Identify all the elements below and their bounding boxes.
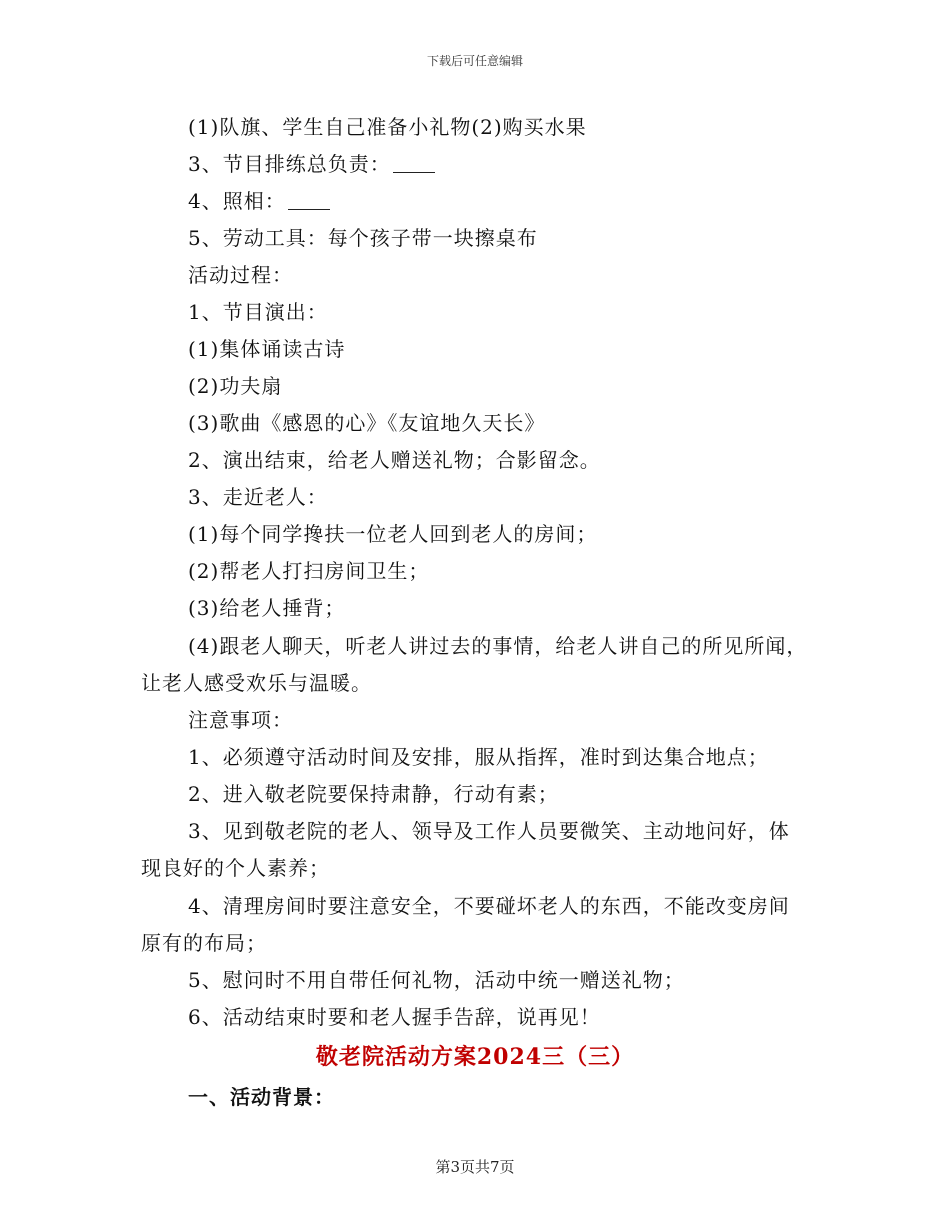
paragraph-line: 1、必须遵守活动时间及安排，服从指挥，准时到达集合地点； [188, 745, 769, 769]
paragraph-line: 3、节目排练总负责： [0, 151, 950, 177]
paragraph-line: (1)每个同学搀扶一位老人回到老人的房间； [188, 522, 598, 546]
paragraph-line: 2、进入敬老院要保持肃静，行动有素； [188, 782, 559, 806]
paragraph-line: 4、清理房间时要注意安全，不要碰坏老人的东西，不能改变房间 [188, 894, 790, 918]
paragraph-line: 现良好的个人素养； [141, 856, 330, 880]
page-footer: 第3页共7页 [435, 1158, 515, 1176]
paragraph-line: 5、劳动工具：每个孩子带一块擦桌布 [188, 226, 538, 250]
paragraph-line: (2)帮老人打扫房间卫生； [188, 559, 430, 583]
paragraph-line: 注意事项： [188, 708, 293, 732]
paragraph-line: 5、慰问时不用自带任何礼物，活动中统一赠送礼物； [188, 968, 685, 992]
section-title: 敬老院活动方案2024三（三） [315, 1044, 635, 1070]
paragraph-line: (1)集体诵读古诗 [188, 337, 346, 361]
paragraph-line: (3)给老人捶背； [188, 596, 346, 620]
paragraph-line: 1、节目演出： [188, 300, 328, 324]
paragraph-line: 活动过程： [188, 263, 293, 287]
paragraph-line: 4、照相： [0, 188, 950, 214]
paragraph-line: 让老人感受欢乐与温暖。 [141, 671, 372, 695]
paragraph-line: 原有的布局； [141, 931, 267, 955]
page-header: 下载后可任意编辑 [426, 54, 523, 68]
paragraph-line: (1)队旗、学生自己准备小礼物(2)购买水果 [188, 115, 587, 139]
fill-in-blank [288, 191, 330, 210]
paragraph-line: (3)歌曲《感恩的心》《友谊地久天长》 [188, 411, 546, 435]
paragraph-line: 3、见到敬老院的老人、领导及工作人员要微笑、主动地问好，体 [188, 819, 790, 843]
paragraph-line: 3、走近老人： [188, 485, 328, 509]
section-subheading: 一、活动背景： [188, 1085, 335, 1109]
fill-in-blank [393, 154, 435, 173]
paragraph-line: 2、演出结束，给老人赠送礼物；合影留念。 [188, 448, 601, 472]
paragraph-line: (4)跟老人聊天，听老人讲过去的事情，给老人讲自己的所见所闻， [188, 634, 808, 658]
paragraph-line: (2)功夫扇 [188, 374, 283, 398]
paragraph-line: 6、活动结束时要和老人握手告辞，说再见！ [188, 1005, 601, 1029]
